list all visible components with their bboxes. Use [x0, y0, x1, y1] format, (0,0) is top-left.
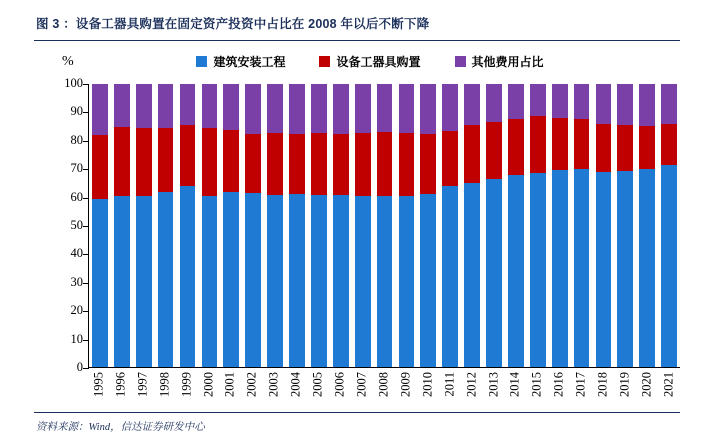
y-axis-tick-label: 20	[70, 303, 83, 318]
bar-segment	[245, 134, 261, 193]
bar-segment	[596, 172, 612, 367]
bar-segment	[267, 84, 283, 133]
bar-column	[133, 84, 155, 367]
bar-segment	[442, 131, 458, 186]
x-axis-tick-label: 2015	[529, 372, 544, 397]
y-axis-tick	[83, 198, 89, 199]
bar-segment	[596, 84, 612, 124]
bar-segment	[202, 128, 218, 196]
bar-column	[330, 84, 352, 367]
bar-segment	[530, 84, 546, 116]
bar-segment	[661, 165, 677, 367]
x-axis-tick-label: 2002	[244, 372, 259, 397]
bar-segment	[508, 84, 524, 119]
title-divider	[34, 40, 680, 41]
y-axis-tick	[83, 254, 89, 255]
legend-swatch-icon	[455, 56, 466, 67]
y-axis-tick	[83, 283, 89, 284]
bar-column	[461, 84, 483, 367]
bar-segment	[486, 122, 502, 179]
bar-column	[483, 84, 505, 367]
bar-segment	[617, 171, 633, 367]
x-axis-tick-label: 1999	[179, 372, 194, 397]
bar-segment	[333, 195, 349, 367]
bar-segment	[136, 84, 152, 128]
bar-segment	[245, 193, 261, 367]
bar-column	[198, 84, 220, 367]
bar-segment	[180, 84, 196, 125]
bar-column	[395, 84, 417, 367]
x-axis-tick-label: 2010	[420, 372, 435, 397]
bar-segment	[114, 196, 130, 367]
x-axis-tick-label: 2017	[573, 372, 588, 397]
bar-segment	[289, 84, 305, 134]
x-axis-tick-label: 2007	[354, 372, 369, 397]
legend-label: 其他费用占比	[471, 54, 544, 69]
y-axis-tick	[83, 112, 89, 113]
bar-column	[286, 84, 308, 367]
bar-segment	[311, 195, 327, 367]
x-axis-tick-label: 1998	[157, 372, 172, 397]
x-axis-tick-label: 2005	[310, 372, 325, 397]
y-axis-label: %	[62, 54, 74, 69]
bar-segment	[267, 133, 283, 195]
legend-item	[455, 53, 544, 70]
bar-segment	[114, 127, 130, 196]
x-axis-tick-label: 2011	[442, 372, 457, 397]
bar-column	[571, 84, 593, 367]
bar-segment	[180, 186, 196, 367]
bar-segment	[355, 84, 371, 133]
bar-segment	[661, 84, 677, 124]
y-axis-tick	[83, 311, 89, 312]
bar-segment	[486, 84, 502, 122]
y-axis-tick	[83, 226, 89, 227]
bar-column	[658, 84, 680, 367]
y-axis-tick-label: 60	[70, 189, 83, 204]
bar-segment	[377, 84, 393, 132]
y-axis-tick-label: 50	[70, 218, 83, 232]
bar-segment	[552, 84, 568, 118]
bar-segment	[355, 196, 371, 367]
bar-segment	[596, 124, 612, 172]
bar-column	[417, 84, 439, 367]
bar-segment	[311, 133, 327, 195]
x-axis-tick-label: 1995	[91, 372, 106, 397]
bar-segment	[639, 84, 655, 126]
bar-segment	[617, 84, 633, 125]
bar-segment	[464, 183, 480, 367]
bar-segment	[289, 194, 305, 367]
bar-segment	[552, 118, 568, 170]
x-axis-tick-label: 2012	[464, 372, 479, 397]
bar-segment	[311, 84, 327, 133]
footer-divider	[34, 412, 680, 413]
bar-segment	[617, 125, 633, 171]
x-axis-tick-label: 2000	[201, 372, 216, 397]
bar-segment	[442, 84, 458, 131]
x-axis-tick-label: 2018	[595, 372, 610, 397]
bar-segment	[399, 133, 415, 196]
bar-segment	[639, 126, 655, 170]
y-axis-tick	[83, 340, 89, 341]
bar-column	[308, 84, 330, 367]
bar-segment	[158, 84, 174, 128]
x-axis-tick-label: 2004	[288, 372, 303, 397]
bar-segment	[136, 196, 152, 367]
x-axis-tick-label: 2014	[507, 372, 522, 397]
legend-label: 建筑安装工程	[213, 54, 286, 69]
bar-segment	[158, 128, 174, 192]
legend-item	[196, 53, 285, 70]
bar-segment	[639, 169, 655, 367]
y-axis-tick	[83, 169, 89, 170]
bar-column	[505, 84, 527, 367]
x-axis-tick-label: 2020	[639, 372, 654, 397]
x-axis-tick-label: 2001	[222, 372, 237, 397]
bar-column	[549, 84, 571, 367]
bar-segment	[223, 84, 239, 130]
bar-segment	[92, 199, 108, 367]
bar-segment	[464, 84, 480, 125]
legend-label: 设备工器具购置	[336, 54, 421, 69]
bar-segment	[223, 192, 239, 367]
bar-segment	[202, 84, 218, 128]
bar-column	[439, 84, 461, 367]
bar-segment	[530, 173, 546, 367]
bar-column	[352, 84, 374, 367]
bar-segment	[202, 196, 218, 367]
bar-column	[614, 84, 636, 367]
bar-segment	[355, 133, 371, 197]
bar-segment	[530, 116, 546, 173]
legend-item	[319, 53, 420, 70]
plot-area	[64, 76, 680, 374]
bar-segment	[114, 84, 130, 127]
bar-segment	[486, 179, 502, 367]
x-axis-tick-label: 2006	[332, 372, 347, 397]
bar-segment	[574, 84, 590, 119]
bar-segment	[420, 134, 436, 194]
bar-segment	[223, 130, 239, 192]
bar-column	[636, 84, 658, 367]
y-axis-tick	[83, 84, 89, 85]
x-axis-tick-label: 2009	[398, 372, 413, 397]
bar-column	[527, 84, 549, 367]
bar-column	[89, 84, 111, 367]
bar-segment	[245, 84, 261, 134]
bar-segment	[92, 135, 108, 199]
bar-segment	[267, 195, 283, 367]
bar-segment	[92, 84, 108, 135]
chart-legend	[110, 52, 630, 70]
legend-swatch-icon	[196, 56, 207, 67]
y-axis-tick-label: 10	[70, 331, 83, 346]
bar-segment	[661, 124, 677, 165]
y-axis-tick-label: 80	[70, 132, 83, 147]
legend-swatch-icon	[319, 56, 330, 67]
bar-segment	[508, 119, 524, 174]
y-axis-tick-label: 40	[70, 246, 83, 261]
bar-segment	[158, 192, 174, 367]
bar-segment	[442, 186, 458, 367]
bar-segment	[574, 169, 590, 367]
bar-column	[264, 84, 286, 367]
bar-segment	[399, 84, 415, 133]
bar-column	[111, 84, 133, 367]
x-axis-tick-label: 1996	[113, 372, 128, 397]
y-axis-tick-label: 100	[64, 76, 83, 90]
bar-segment	[377, 132, 393, 196]
x-axis-tick-label: 2013	[486, 372, 501, 397]
y-axis-tick-label: 0	[76, 360, 83, 374]
bar-segment	[420, 194, 436, 367]
bar-column	[592, 84, 614, 367]
page-title: 图 3 ：设备工器具购置在固定资产投资中占比在 2008 年以后不断下降	[36, 17, 430, 31]
bar-segment	[574, 119, 590, 169]
x-axis-tick-label: 2003	[266, 372, 281, 397]
y-axis-tick-label: 30	[70, 274, 83, 289]
bar-segment	[464, 125, 480, 183]
bar-column	[374, 84, 396, 367]
bar-segment	[399, 196, 415, 367]
x-axis-labels	[88, 370, 680, 412]
bar-segment	[333, 134, 349, 195]
bar-segment	[552, 170, 568, 367]
y-axis-tick	[83, 368, 89, 369]
bar-segment	[180, 125, 196, 186]
bar-segment	[333, 84, 349, 134]
x-axis-tick-label: 2019	[617, 372, 632, 397]
bar-segment	[289, 134, 305, 195]
bar-column	[177, 84, 199, 367]
y-axis-tick	[83, 141, 89, 142]
bar-segment	[377, 196, 393, 367]
x-axis-tick-label: 1997	[135, 372, 150, 397]
bar-segment	[420, 84, 436, 134]
bar-column	[242, 84, 264, 367]
bar-series-container	[89, 84, 680, 367]
bar-column	[220, 84, 242, 367]
bar-segment	[136, 128, 152, 195]
x-axis-tick-label: 2016	[551, 372, 566, 397]
bar-segment	[508, 175, 524, 367]
y-axis-tick-label: 90	[70, 104, 83, 119]
x-axis-tick-label: 2008	[376, 372, 391, 397]
x-axis-tick-label: 2021	[661, 372, 676, 397]
bar-column	[155, 84, 177, 367]
source-note: 资料来源：Wind，信达证券研发中心	[36, 422, 205, 433]
y-axis-tick-label: 70	[70, 161, 83, 176]
